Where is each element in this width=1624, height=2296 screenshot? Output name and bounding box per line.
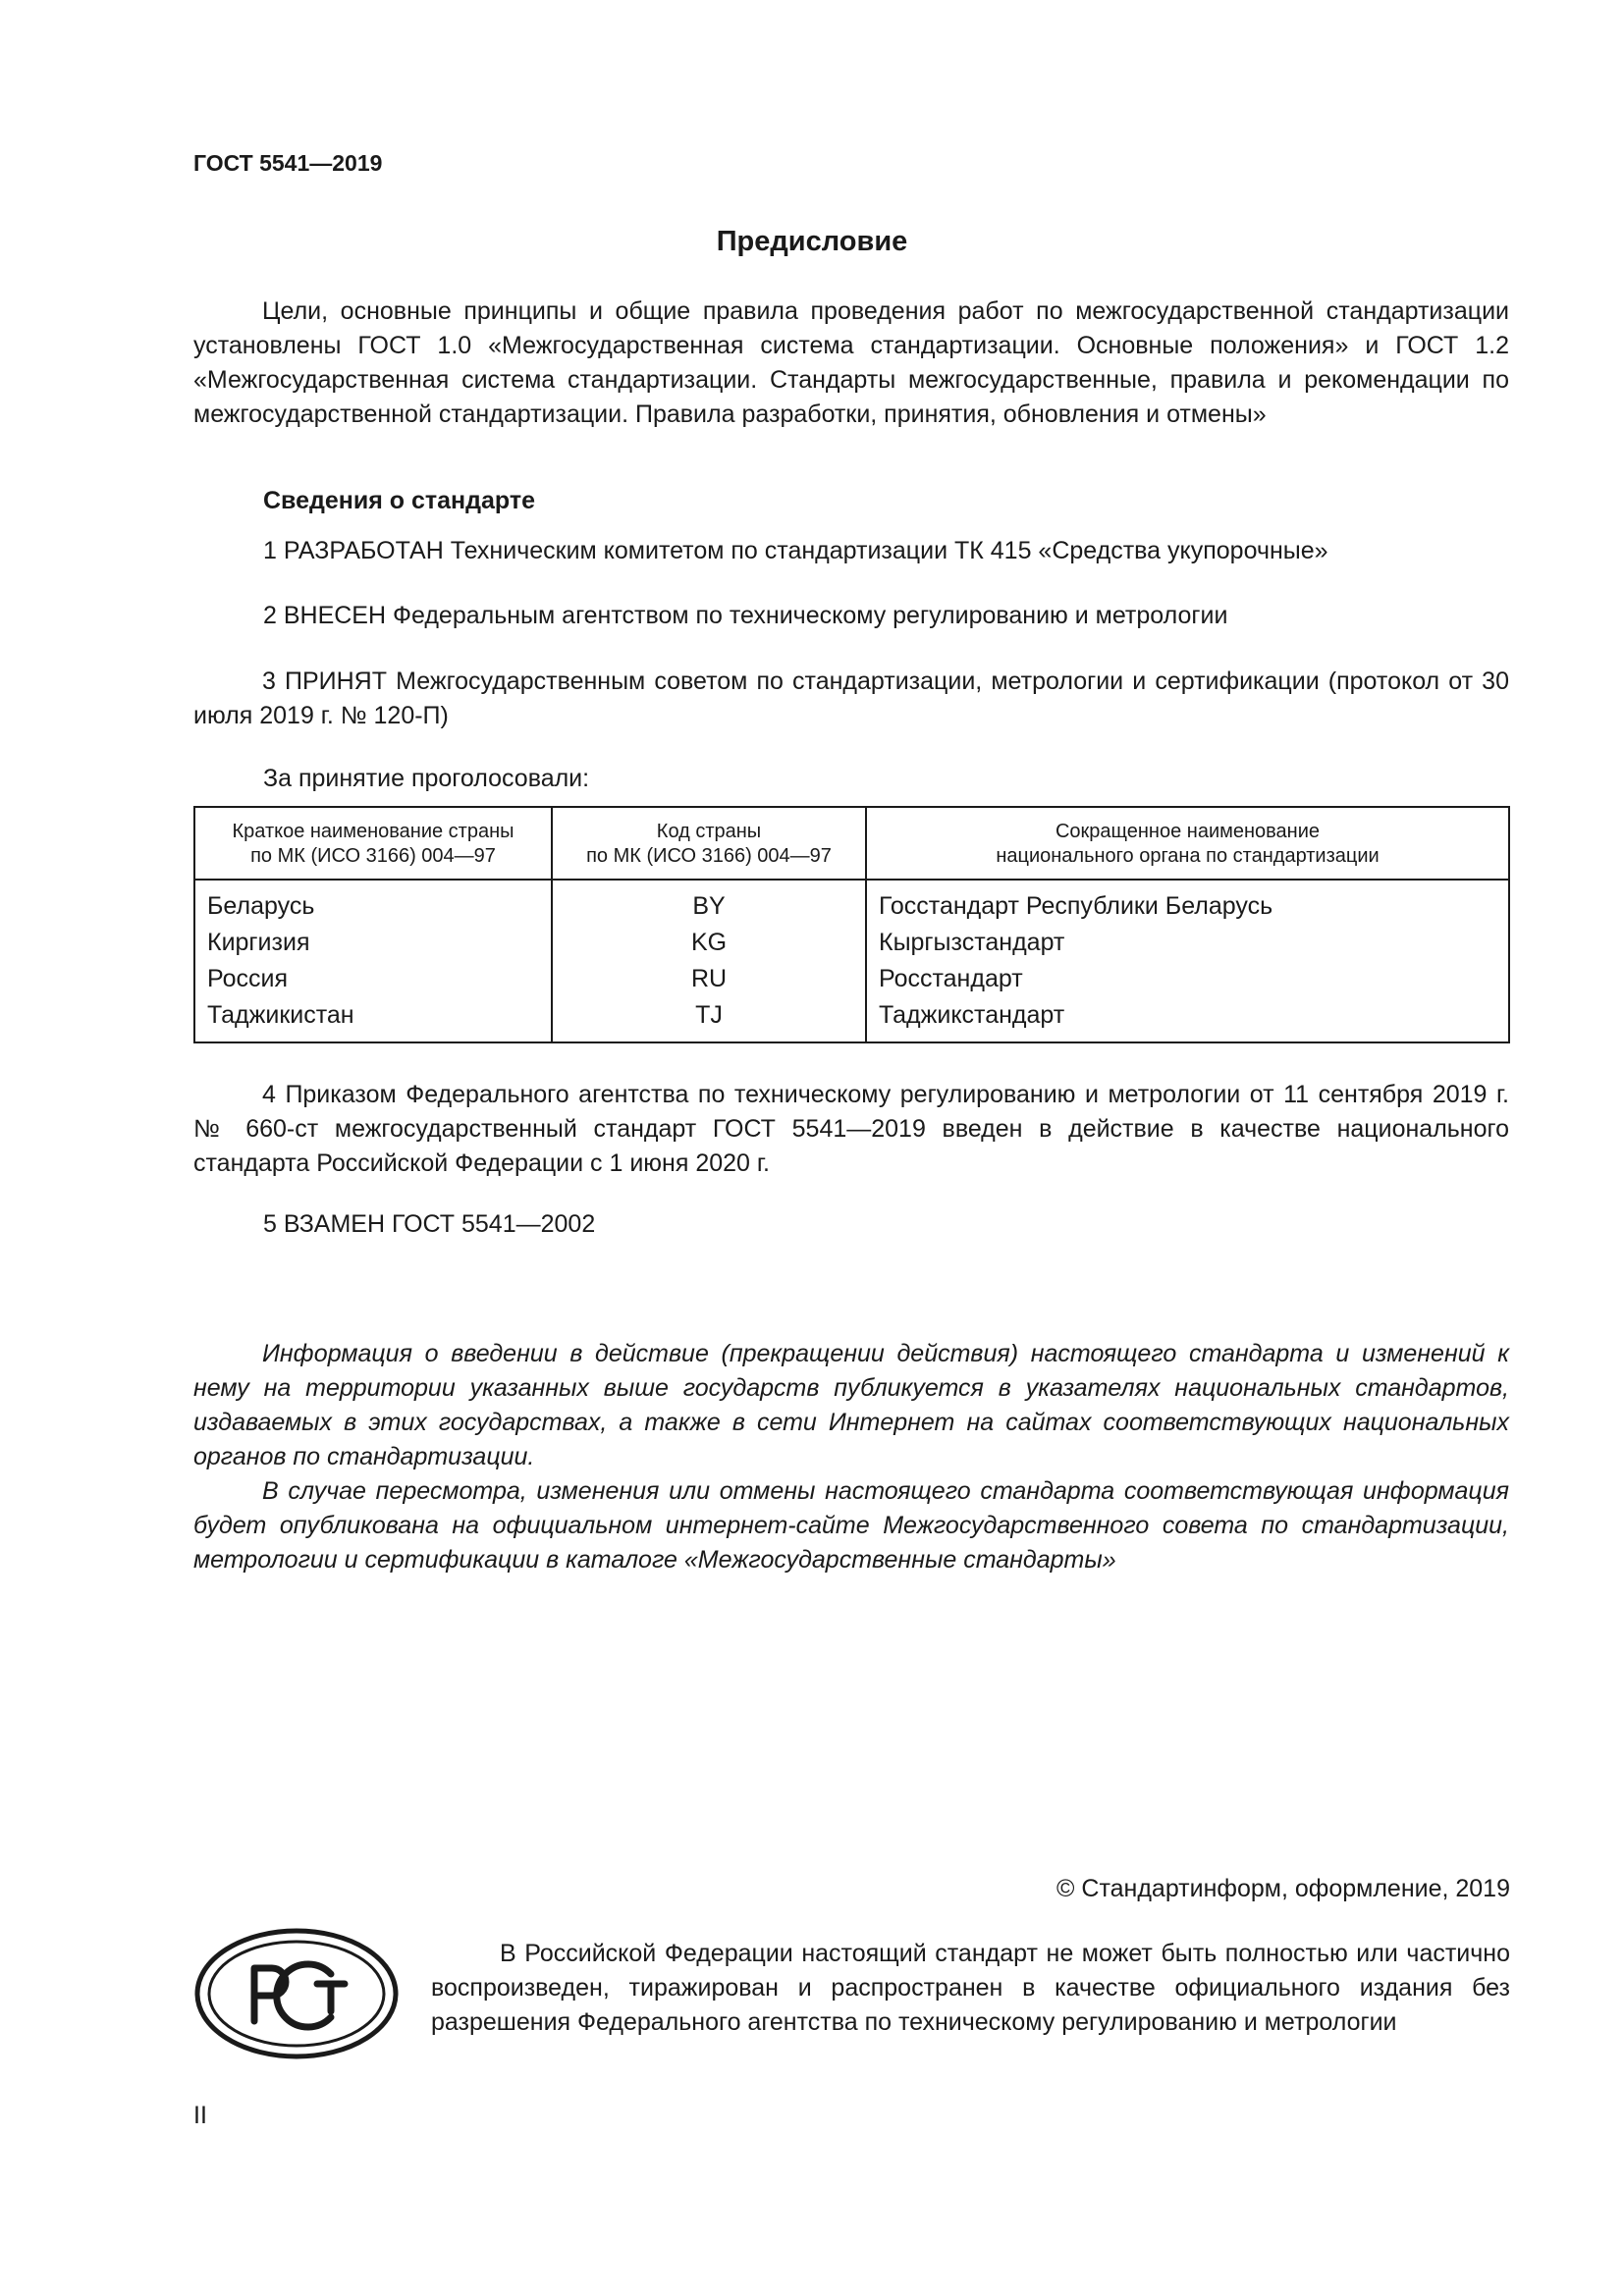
table-row [194, 997, 1509, 1042]
item-adopted: 3 ПРИНЯТ Межгосударственным советом по стандартизации, метрологии и сертификации (протокол от 30 июля 2019 г. № 120-П) [193, 667, 1509, 729]
intro-paragraph: Цели, основные принципы и общие правила проведения работ по межгосударственной стандартизации установлены ГОСТ 1.0 «Межгосударственная система стандартизации. Основные положения» и ГОСТ 1.2 «Межгосударственная система стандартизации. Стандарты межгосударственные, правила и рекомендации по межгосударственной стандартизации. Правила разработки, принятия, обновления и отмены» [193, 297, 1509, 428]
table-row [194, 925, 1509, 961]
country-cell: Киргизия [194, 925, 552, 961]
item-replaces: 5 ВЗАМЕН ГОСТ 5541—2002 [263, 1210, 596, 1238]
rst-certification-logo-icon [193, 1927, 400, 2060]
table-header-cell: Код страны по МК (ИСО 3166) 004—97 [552, 807, 866, 880]
item-developed: 1 РАЗРАБОТАН Техническим комитетом по стандартизации ТК 415 «Средства укупорочные» [263, 537, 1328, 564]
section-subtitle: Сведения о стандарте [263, 487, 536, 514]
country-code-cell: RU [552, 961, 866, 997]
national-body-cell: Таджикстандарт [879, 1001, 1065, 1029]
info-paragraph-1: Информация о введении в действие (прекращении действия) настоящего стандарта и изменений к нему на территории указанных выше государств публикуется в указателях национальных стандартов, издаваемых в этих государствах, а также в сети Интернет на сайтах соответствующих национальных органов по стандартизации. [193, 1340, 1509, 1470]
national-body-cell: Госстандарт Республики Беларусь [879, 892, 1273, 920]
national-body-cell: Росстандарт [879, 965, 1023, 992]
table-header-cell: Сокращенное наименование национального органа по стандартизации [866, 807, 1509, 880]
table-row [194, 880, 1509, 925]
page-title: Предисловие [716, 226, 908, 257]
item-enacted: 4 Приказом Федерального агентства по техническому регулированию и метрологии от 11 сентября 2019 г. № 660-ст межгосударственный стандарт ГОСТ 5541—2019 введен в действие в качестве национального стандарта Российской Федерации с 1 июня 2020 г. [193, 1081, 1509, 1177]
country-code-cell: TJ [552, 997, 866, 1042]
table-row [194, 961, 1509, 997]
table-header-row [194, 807, 1509, 880]
country-cell: Россия [194, 961, 552, 997]
country-cell: Беларусь [194, 880, 552, 925]
standard-code-header: ГОСТ 5541—2019 [193, 150, 383, 176]
page-number: II [193, 2102, 207, 2129]
country-code-cell: KG [552, 925, 866, 961]
copyright-notice: В Российской Федерации настоящий стандарт не может быть полностью или частично воспроизведен, тиражирован и распространен в качестве официального издания без разрешения Федерального агентства по техническому регулированию и метрологии [431, 1940, 1510, 2036]
table-header-cell: Краткое наименование страны по МК (ИСО 3166) 004—97 [194, 807, 552, 880]
country-cell: Таджикистан [194, 997, 552, 1042]
voted-label: За принятие проголосовали: [263, 765, 590, 792]
info-paragraph-2: В случае пересмотра, изменения или отмены настоящего стандарта соответствующая информация будет опубликована на официальном интернет-сайте Межгосударственного совета по стандартизации, метрологии и сертификации в каталоге «Межгосударственные стандарты» [193, 1477, 1509, 1574]
country-code-cell: BY [552, 880, 866, 925]
item-introduced: 2 ВНЕСЕН Федеральным агентством по техническому регулированию и метрологии [263, 602, 1228, 629]
copyright-text: © Стандартинформ, оформление, 2019 [1056, 1875, 1510, 1902]
votes-table [193, 806, 1510, 1043]
national-body-cell: Кыргызстандарт [879, 929, 1065, 956]
